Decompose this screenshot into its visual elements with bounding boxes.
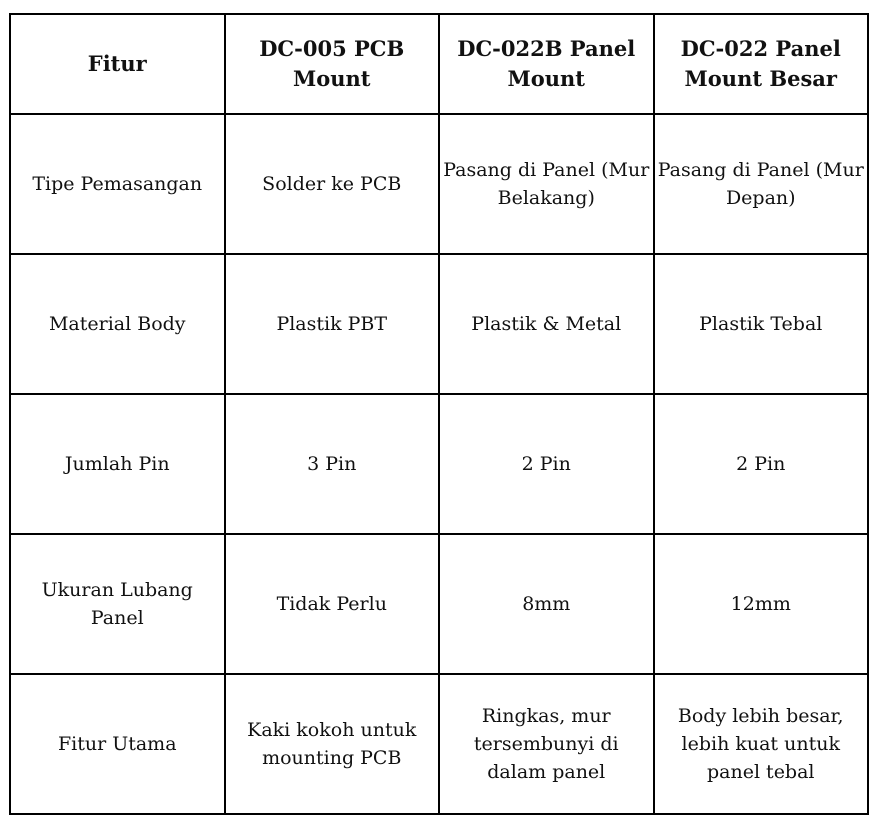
table-row (10, 534, 868, 674)
header-cell: DC-005 PCB Mount (225, 14, 440, 114)
table-row (10, 114, 868, 254)
feature-label: Tipe Pemasangan (10, 114, 225, 254)
comparison-table (9, 13, 869, 815)
feature-label: Material Body (10, 254, 225, 394)
table-cell: 12mm (654, 534, 869, 674)
table-row (10, 254, 868, 394)
table-cell: Body lebih besar, lebih kuat untuk panel tebal (654, 674, 869, 814)
table-cell: Pasang di Panel (Mur Belakang) (439, 114, 654, 254)
table-cell: Plastik Tebal (654, 254, 869, 394)
header-cell: Fitur (10, 14, 225, 114)
table-cell: Plastik PBT (225, 254, 440, 394)
feature-label: Fitur Utama (10, 674, 225, 814)
table-cell: 3 Pin (225, 394, 440, 534)
table-cell: 8mm (439, 534, 654, 674)
feature-label: Jumlah Pin (10, 394, 225, 534)
table-cell: 2 Pin (439, 394, 654, 534)
table-cell: Ringkas, mur tersembunyi di dalam panel (439, 674, 654, 814)
table-cell: Plastik & Metal (439, 254, 654, 394)
table-cell: Tidak Perlu (225, 534, 440, 674)
header-cell: DC-022B Panel Mount (439, 14, 654, 114)
feature-label: Ukuran Lubang Panel (10, 534, 225, 674)
table-cell: Kaki kokoh untuk mounting PCB (225, 674, 440, 814)
header-row (10, 14, 868, 114)
table-cell: Solder ke PCB (225, 114, 440, 254)
table-row (10, 394, 868, 534)
header-cell: DC-022 Panel Mount Besar (654, 14, 869, 114)
table-cell: 2 Pin (654, 394, 869, 534)
table-cell: Pasang di Panel (Mur Depan) (654, 114, 869, 254)
table-row (10, 674, 868, 814)
